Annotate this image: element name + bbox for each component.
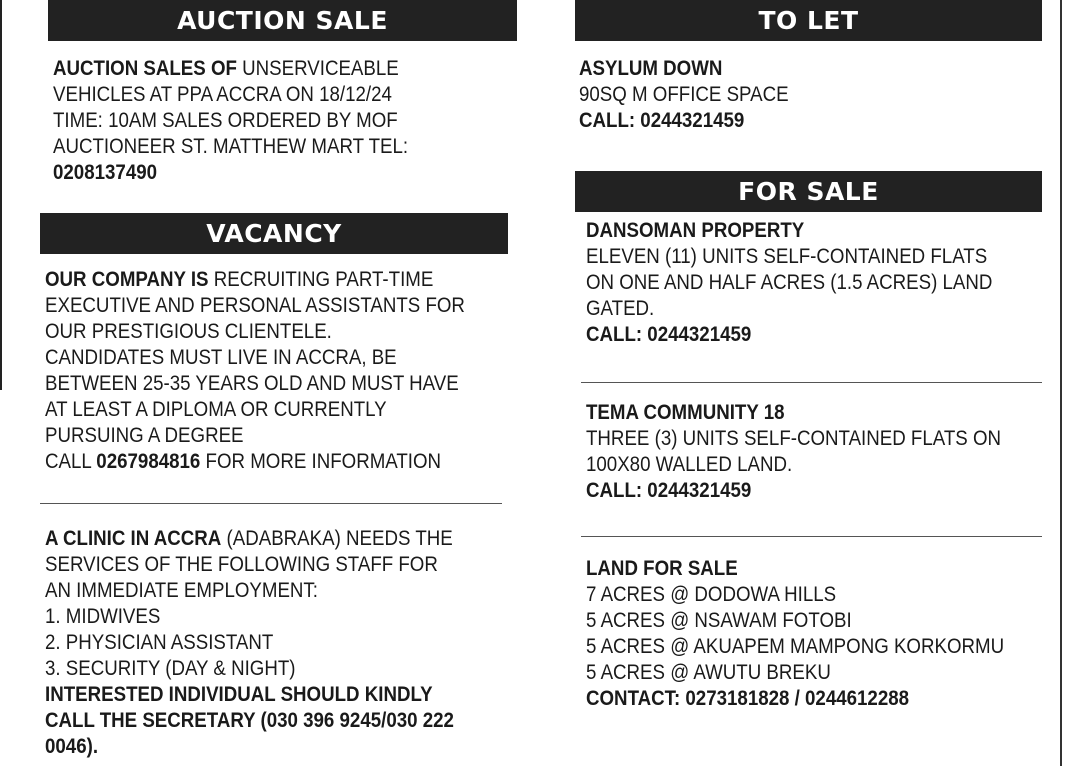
vacancy2-item: 3. SECURITY (DAY & NIGHT) — [45, 656, 296, 680]
sale2-line-2: 100X80 WALLED LAND. — [586, 452, 793, 476]
sale3-item: 7 ACRES @ DODOWA HILLS — [586, 582, 837, 606]
auction-line-1 — [53, 55, 408, 81]
for-sale-divider-2 — [581, 536, 1042, 537]
vacancy1-line-4: CANDIDATES MUST LIVE IN ACCRA, BE — [45, 345, 397, 369]
auction-ad — [53, 55, 408, 185]
for-sale-header: FOR SALE — [575, 171, 1042, 212]
sale1-title: DANSOMAN PROPERTY — [586, 218, 805, 242]
sale2-call: CALL: 0244321459 — [586, 478, 752, 502]
sale1-line-1: ELEVEN (11) UNITS SELF-CONTAINED FLATS — [586, 244, 988, 268]
auction-lead: AUCTION SALES OF — [53, 56, 237, 80]
for-sale-ad-tema — [586, 399, 1001, 503]
sale3-item: 5 ACRES @ AKUAPEM MAMPONG KORKORMU — [586, 634, 1005, 658]
sale2-line-1: THREE (3) UNITS SELF-CONTAINED FLATS ON — [586, 426, 1002, 450]
sale1-line-2: ON ONE AND HALF ACRES (1.5 ACRES) LAND — [586, 270, 993, 294]
vacancy2-lead: A CLINIC IN ACCRA — [45, 526, 222, 550]
auction-phone: 0208137490 — [53, 160, 158, 184]
vacancy2-closing-1: INTERESTED INDIVIDUAL SHOULD KINDLY — [45, 682, 433, 706]
sale3-contact: CONTACT: 0273181828 / 0244612288 — [586, 686, 910, 710]
vacancy2-line-3: AN IMMEDIATE EMPLOYMENT: — [45, 578, 318, 602]
to-let-call: CALL: 0244321459 — [579, 108, 745, 132]
vacancy1-call-suffix: FOR MORE INFORMATION — [200, 449, 442, 473]
vacancy1-line-6: AT LEAST A DIPLOMA OR CURRENTLY — [45, 397, 387, 421]
vacancy2-closing-2: CALL THE SECRETARY (030 396 9245/030 222 — [45, 708, 454, 732]
vacancy2-line-2: SERVICES OF THE FOLLOWING STAFF FOR — [45, 552, 438, 576]
vacancy1-call-prefix: CALL — [45, 449, 97, 473]
sale3-item: 5 ACRES @ NSAWAM FOTOBI — [586, 608, 852, 632]
vacancy1-phone: 0267984816 — [96, 449, 201, 473]
to-let-header: TO LET — [575, 0, 1042, 41]
sale1-call: CALL: 0244321459 — [586, 322, 752, 346]
right-border — [1060, 0, 1062, 766]
sale3-item: 5 ACRES @ AWUTU BREKU — [586, 660, 831, 684]
vacancy-divider — [40, 503, 502, 504]
vacancy1-line-7: PURSUING A DEGREE — [45, 423, 244, 447]
sale3-title: LAND FOR SALE — [586, 556, 738, 580]
left-border — [0, 0, 2, 390]
auction-line-3: TIME: 10AM SALES ORDERED BY MOF — [53, 108, 398, 132]
sale1-line-3: GATED. — [586, 296, 655, 320]
vacancy1-lead-rest: RECRUITING PART-TIME — [208, 267, 434, 291]
vacancy2-lead-rest: (ADABRAKA) NEEDS THE — [221, 526, 453, 550]
for-sale-divider-1 — [581, 382, 1042, 383]
sale2-title: TEMA COMMUNITY 18 — [586, 400, 785, 424]
vacancy2-closing-3: 0046). — [45, 734, 99, 758]
vacancy2-item: 1. MIDWIVES — [45, 604, 161, 628]
vacancy2-item: 2. PHYSICIAN ASSISTANT — [45, 630, 274, 654]
vacancy1-line-5: BETWEEN 25-35 YEARS OLD AND MUST HAVE — [45, 371, 459, 395]
to-let-desc: 90SQ M OFFICE SPACE — [579, 82, 789, 106]
to-let-title: ASYLUM DOWN — [579, 56, 723, 80]
auction-line-4: AUCTIONEER ST. MATTHEW MART TEL: — [53, 134, 409, 158]
vacancy-ad-clinic — [45, 525, 454, 759]
auction-sale-header: AUCTION SALE — [48, 0, 517, 41]
auction-line-2: VEHICLES AT PPA ACCRA ON 18/12/24 — [53, 82, 392, 106]
vacancy-ad-company — [45, 266, 465, 474]
vacancy1-line-1 — [45, 266, 465, 292]
vacancy2-line-1 — [45, 525, 454, 551]
vacancy-header: VACANCY — [40, 213, 508, 254]
for-sale-ad-land — [586, 555, 1004, 711]
vacancy1-line-2: EXECUTIVE AND PERSONAL ASSISTANTS FOR — [45, 293, 465, 317]
vacancy1-lead: OUR COMPANY IS — [45, 267, 209, 291]
vacancy1-line-3: OUR PRESTIGIOUS CLIENTELE. — [45, 319, 332, 343]
for-sale-ad-dansoman — [586, 217, 992, 347]
to-let-ad — [579, 55, 789, 133]
vacancy1-call-line — [45, 448, 465, 474]
auction-lead-rest: UNSERVICEABLE — [236, 56, 399, 80]
